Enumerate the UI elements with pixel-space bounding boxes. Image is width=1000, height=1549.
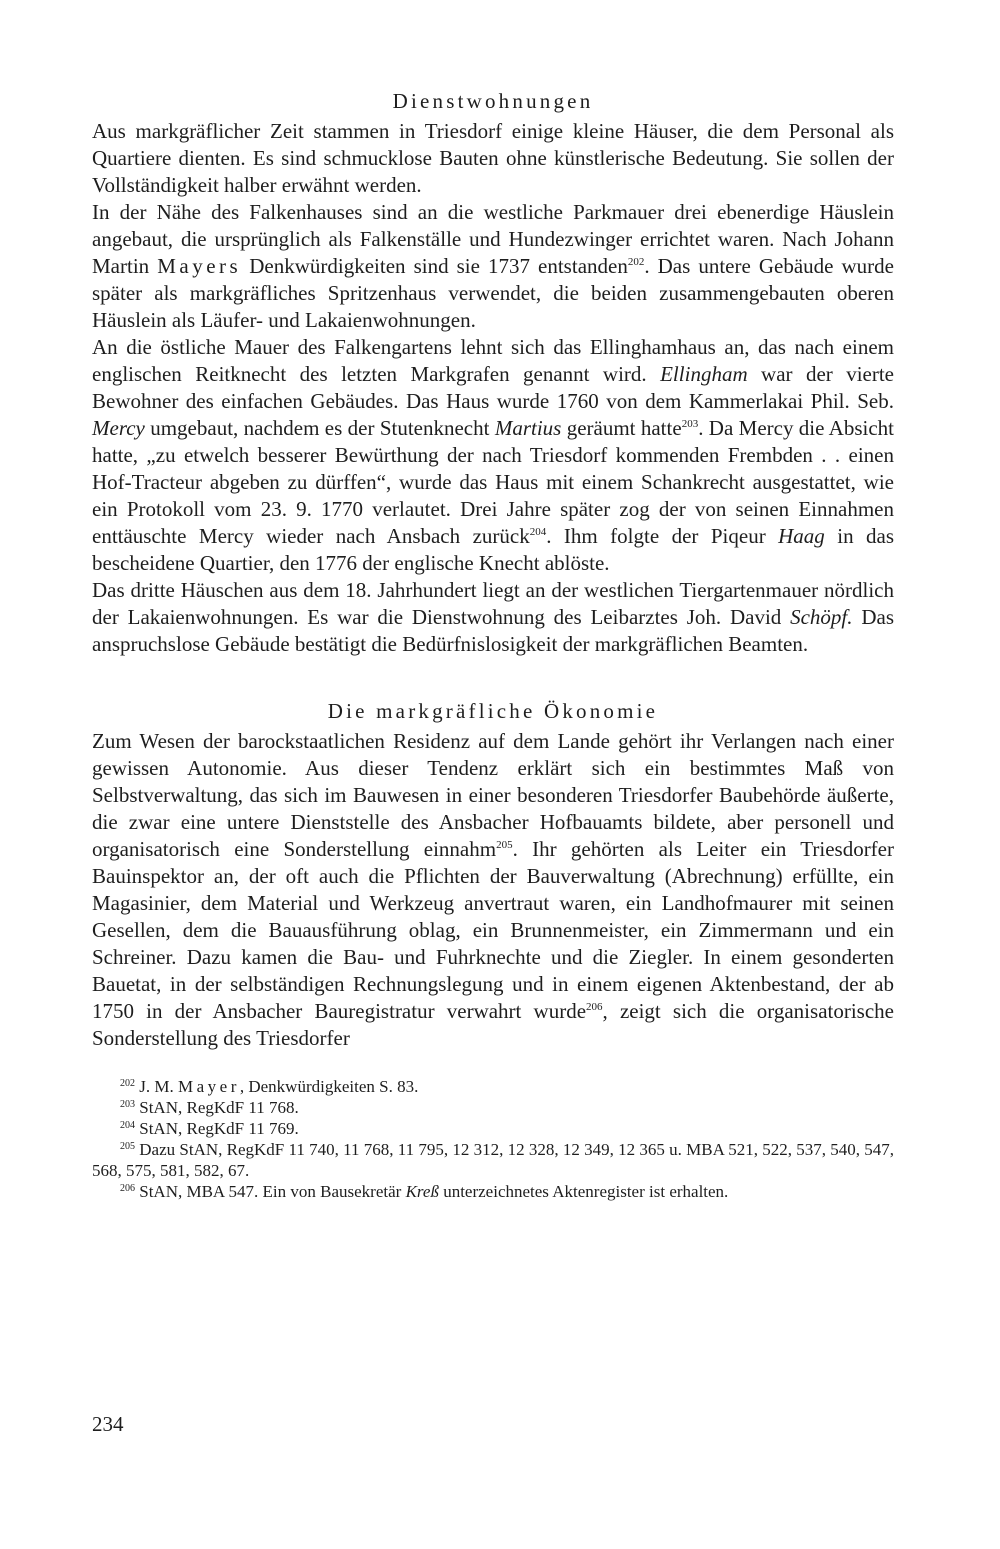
footnote-ref[interactable]: 202 bbox=[627, 256, 645, 268]
page-number: 234 bbox=[92, 1412, 124, 1436]
page-content bbox=[92, 86, 894, 1202]
footnote-ref[interactable]: 205 bbox=[496, 839, 513, 851]
text-run: Das anspruchslose Gebäude bestätigt die Bedürfnislosigkeit der markgräflichen Beamten. bbox=[92, 605, 894, 656]
footnote bbox=[92, 1097, 894, 1118]
text-run: An die östliche Mauer des Falkengartens lehnt sich das Ellinghamhaus an, das nach einem englischen Reitknecht des letzten Markgrafen genannt wird. bbox=[92, 335, 894, 386]
footnote-number: 203 bbox=[120, 1099, 135, 1110]
text-run: , zeigt sich die organisatorische Sonderstellung des Triesdorfer bbox=[92, 999, 894, 1050]
footnote-number: 205 bbox=[120, 1141, 135, 1152]
footnote bbox=[92, 1118, 894, 1139]
name-italic: Schöpf. bbox=[790, 605, 853, 629]
footnote-text: StAN, RegKdF 11 769. bbox=[139, 1119, 299, 1138]
footnote-text: unterzeichnetes Aktenregister ist erhalten. bbox=[443, 1182, 729, 1201]
text-run: . Das untere Gebäude wurde später als markgräfliches Spritzenhaus verwendet, die beiden zusammengebauten oberen Häuslein als Läufer- und Lakaienwohnungen. bbox=[92, 254, 894, 332]
footnote-ref[interactable]: 203 bbox=[681, 418, 699, 430]
footnote-number: 204 bbox=[120, 1120, 135, 1131]
name-italic: Mercy bbox=[92, 416, 145, 440]
footnote-text: J. M. bbox=[139, 1077, 174, 1096]
text-run: geräumt hatte bbox=[566, 416, 682, 440]
paragraph: Aus markgräflicher Zeit stammen in Triesdorf einige kleine Häuser, die dem Personal als Quartiere dienten. Es sind schmucklose Bauten ohne künstlerische Bedeutung. Sie sollen der Vollständigkeit halber erwähnt werden. bbox=[92, 119, 894, 197]
footnotes bbox=[92, 1076, 894, 1202]
text-run: Zum Wesen der barockstaatlichen Residenz auf dem Lande gehört ihr Verlangen nach einer gewissen Autonomie. Aus dieser Tendenz erklärt sich ein bestimmtes Maß von Selbstverwaltung, das sich im Bauwesen in einer besonderen Triesdorfer Baubehörde äußerte, die zwar eine untere Dienststelle des Ansbacher Hofbauamts bildete, aber personell und organisatorisch eine Sonderstellung einnahm bbox=[92, 729, 894, 861]
footnote-text: , Denkwürdigkeiten S. 83. bbox=[239, 1077, 419, 1096]
footnote-number: 202 bbox=[120, 1078, 135, 1089]
section-heading-oekonomie: Die markgräfliche Ökonomie bbox=[327, 699, 659, 723]
text-run: in das bescheidene Quartier, den 1776 der englische Knecht ablöste. bbox=[92, 524, 895, 575]
paragraph bbox=[92, 728, 894, 1052]
text-run: In der Nähe des Falkenhauses sind an die westliche Parkmauer drei ebenerdige Häuslein angebaut, die ursprünglich als Falkenställe und Hundezwinger errichtet waren. Nach Johann Martin bbox=[92, 200, 894, 278]
footnote-ref[interactable]: 204 bbox=[529, 526, 547, 538]
text-run: war der vierte Bewohner des einfachen Gebäudes. Das Haus wurde 1760 von dem Kammerlakai Phil. Seb. bbox=[92, 362, 895, 413]
paragraph bbox=[92, 199, 894, 334]
footnote-text: StAN, RegKdF 11 768. bbox=[139, 1098, 299, 1117]
text-run: . Da Mercy die Absicht hatte, „zu etwelch besserer Bewürthung der nach Triesdorf kommenden Frembden . . einen Hof-Tracteur abgeben zu dürffen“, wurde das Haus mit einem Schankrecht ausgestattet, wie ein Protokoll vom 23. 9. 1770 verlautet. Drei Jahre später zog der von seinen Einnahmen enttäuschte Mercy wieder nach Ansbach zurück bbox=[92, 416, 894, 548]
footnote-number: 206 bbox=[120, 1183, 135, 1194]
text-run: Das dritte Häuschen aus dem 18. Jahrhundert liegt an der westlichen Tiergartenmauer nördlich der Lakaienwohnungen. Es war die Dienstwohnung des Leibarztes Joh. David bbox=[92, 578, 894, 629]
footnote bbox=[92, 1076, 894, 1097]
footnote-text: StAN, MBA 547. Ein von Bausekretär bbox=[139, 1182, 402, 1201]
section-heading-dienstwohnungen: Dienstwohnungen bbox=[392, 89, 594, 113]
name-italic: Kreß bbox=[405, 1182, 439, 1201]
author-name-spaced: Mayer bbox=[177, 1077, 240, 1096]
text-run: . Ihr gehörten als Leiter ein Triesdorfer Bauinspektor an, der oft auch die Pflichten der Bauverwaltung (Abrechnung) erfüllte, ein Magasinier, dem Material und Werkzeug anvertraut waren, ein Landhofmaurer mit seinen Gesellen, dem die Bauausführung oblag, ein Brunnenmeister, ein Zimmermann und ein Schreiner. Dazu kamen die Bau- und Fuhrknechte und die Ziegler. In einem gesonderten Bauetat, in der selbständigen Rechnungslegung und in einem eigenen Aktenbestand, der ab 1750 in der Ansbacher Bauregistratur verwahrt wurde bbox=[92, 837, 894, 1023]
author-name-spaced: Mayers bbox=[157, 254, 242, 278]
paragraph bbox=[92, 577, 894, 658]
name-italic: Martius bbox=[494, 416, 562, 440]
text-run: . Ihm folgte der Piqeur bbox=[546, 524, 766, 548]
name-italic: Ellingham bbox=[660, 362, 748, 386]
footnote-text: Dazu StAN, RegKdF 11 740, 11 768, 11 795, 12 312, 12 328, 12 349, 12 365 u. MBA 521, 522, 537, 540, 547, 568, 575, 581, 582, 67. bbox=[92, 1140, 895, 1180]
footnote bbox=[92, 1181, 894, 1202]
name-italic: Haag bbox=[778, 524, 825, 548]
text-run: Denkwürdigkeiten sind sie 1737 entstanden bbox=[249, 254, 628, 278]
footnote bbox=[92, 1139, 894, 1181]
text-run: umgebaut, nachdem es der Stutenknecht bbox=[150, 416, 490, 440]
paragraph bbox=[92, 334, 894, 577]
footnote-ref[interactable]: 206 bbox=[586, 1001, 603, 1013]
